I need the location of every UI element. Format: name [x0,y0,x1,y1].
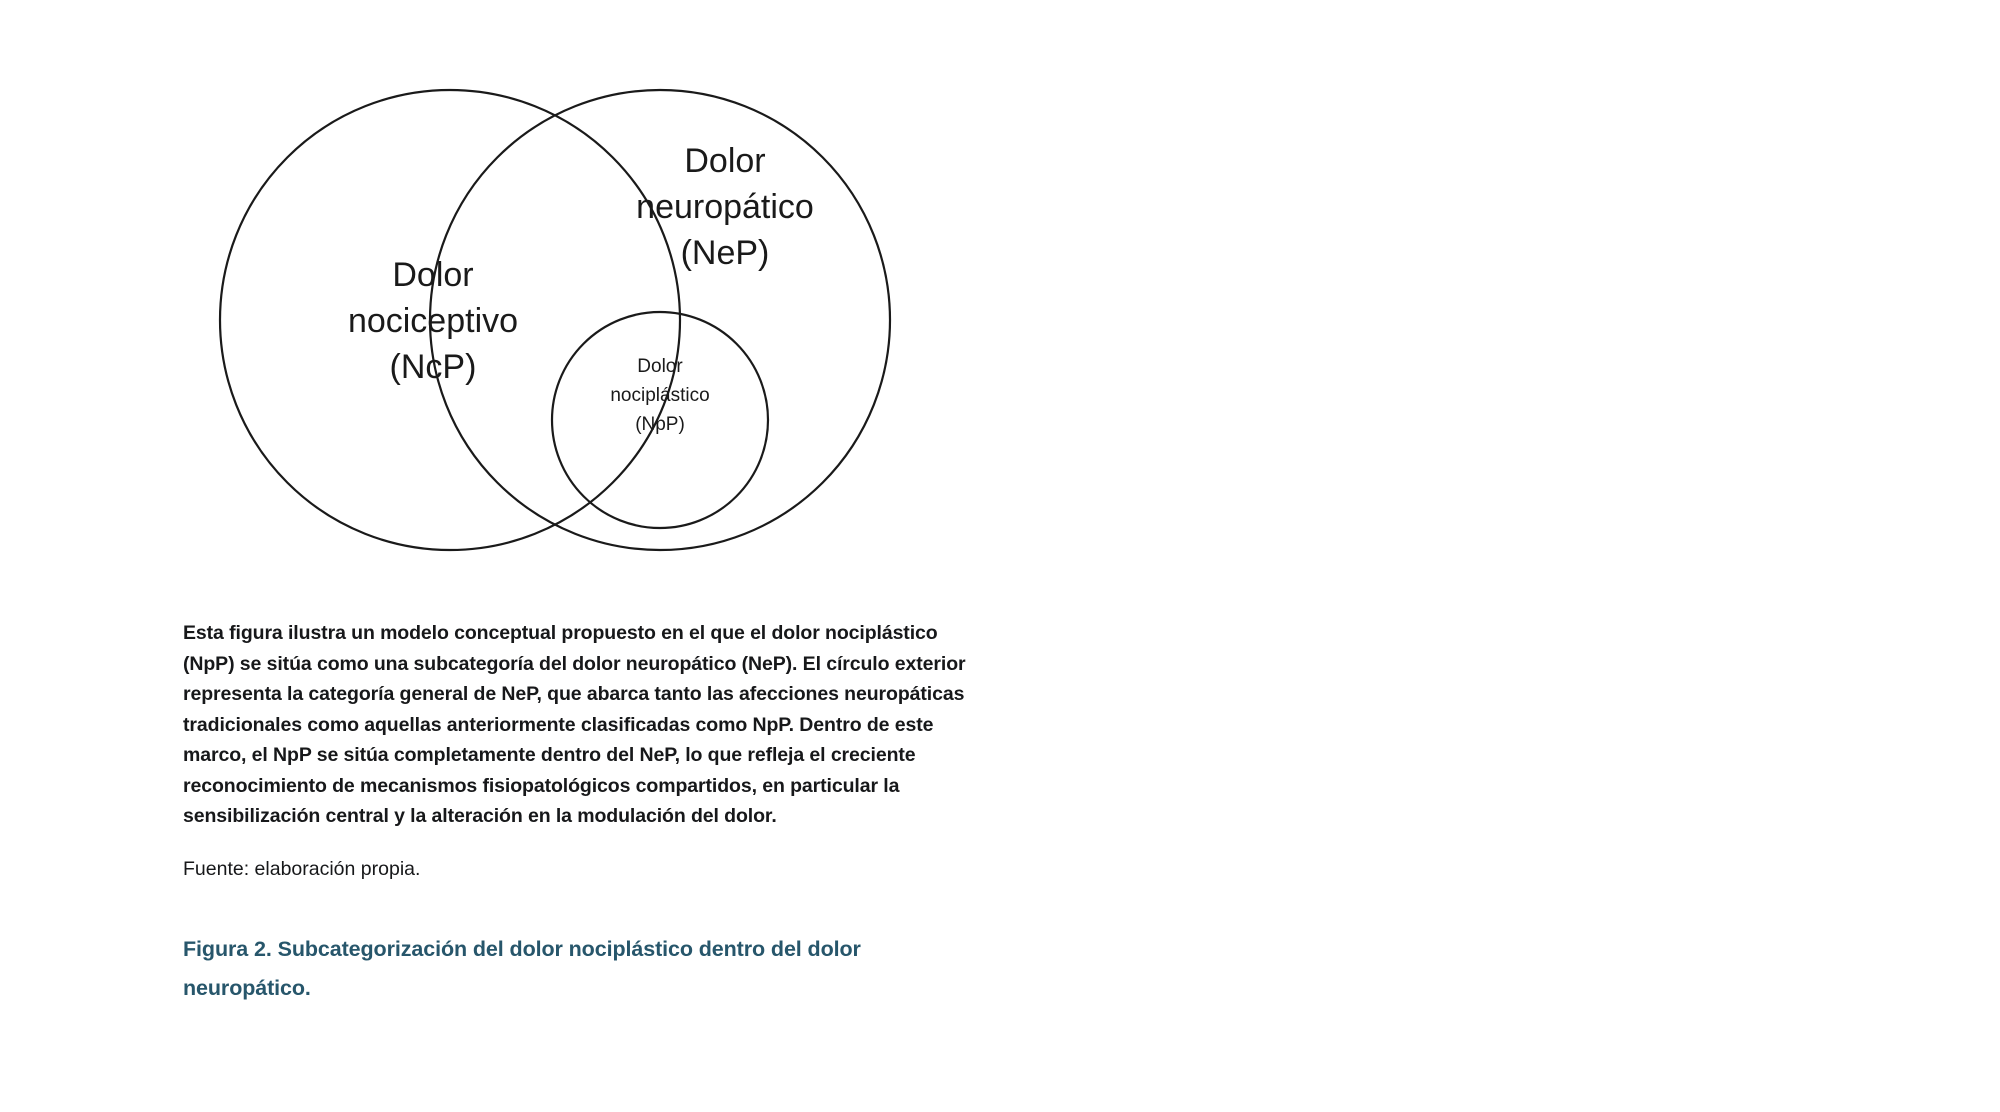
label-neuropatico-line1: Dolor [684,142,766,180]
label-nociplastico-line1: Dolor [637,356,683,377]
label-nociplastico-line3: (NpP) [635,414,685,435]
label-nociceptivo-line2: nociceptivo [347,302,519,340]
venn-diagram-svg [180,60,1000,570]
label-neuropatico-line3: (NeP) [680,234,770,272]
figure-description: Esta figura ilustra un modelo conceptual propuesto en el que el dolor nociplástico (NpP) se sitúa como una subcategoría del dolor neuropático (NeP). El círculo exterior representa la categoría general de NeP, que abarca tanto las afecciones neuropáticas tradicionales como aquellas anteriormente clasificadas como NpP. Dentro de este marco, el NpP se sitúa completamente dentro del NeP, lo que refleja el creciente reconocimiento de mecanismos fisiopatológicos compartidos, en particular la sensibilización central y la alteración en la modulación del dolor. [183,622,966,827]
label-nociplastico-line2: nociplástico [610,385,710,406]
venn-diagram [180,60,1000,570]
figure-text-column [183,618,973,1008]
figure-source: Fuente: elaboración propia. [183,857,421,880]
figure-caption: Figura 2. Subcategorización del dolor nociplástico dentro del dolor neuropático. [183,936,861,1000]
label-neuropatico-line2: neuropático [636,188,814,226]
label-nociceptivo-line3: (NcP) [389,348,477,386]
label-nociceptivo-line1: Dolor [392,256,474,294]
